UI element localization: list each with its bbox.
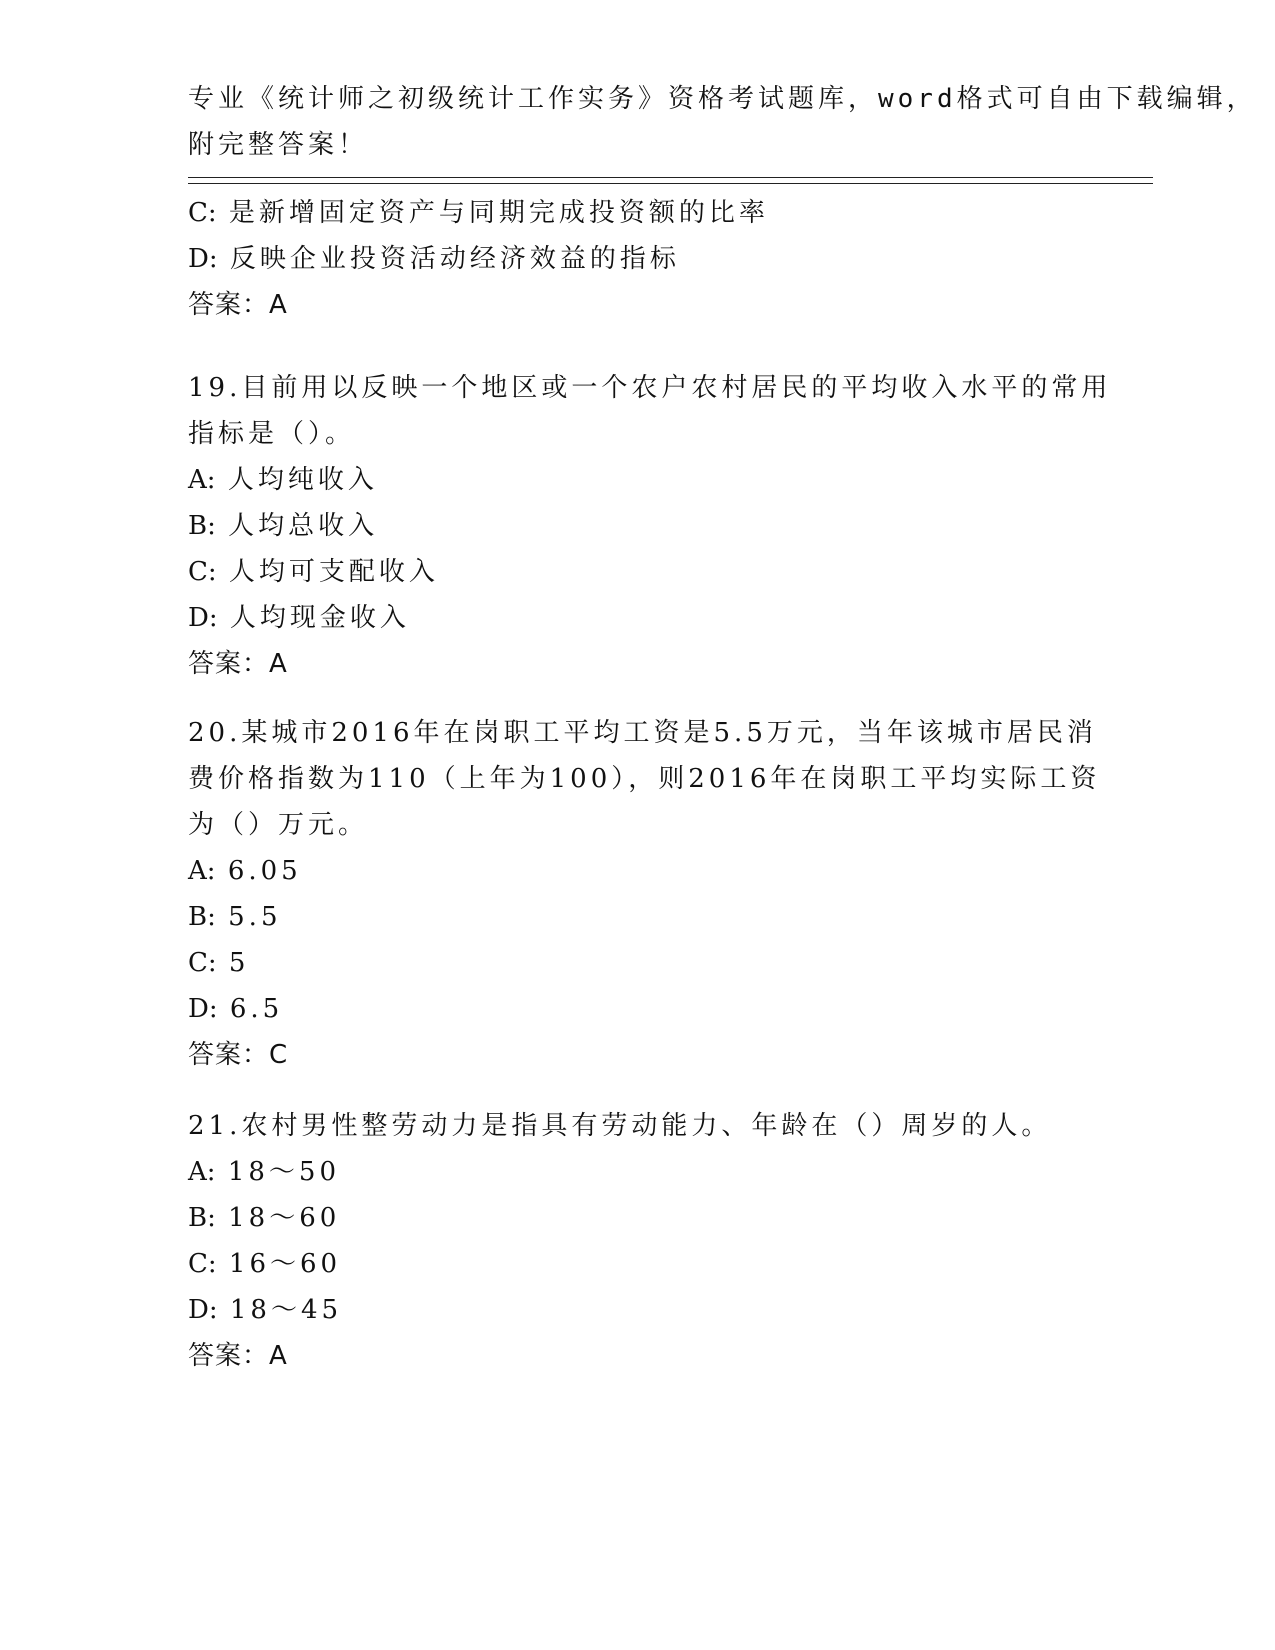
question-stem: 费价格指数为110（上年为100），则2016年在岗职工平均实际工资 — [188, 764, 1101, 794]
option-letter: A: — [188, 1157, 216, 1187]
option-letter: D: — [188, 244, 218, 274]
option-b — [188, 1195, 1088, 1241]
header-line-1: 专业《统计师之初级统计工作实务》资格考试题库，word格式可自由下载编辑， — [188, 84, 1257, 114]
option-text: 5.5 — [228, 902, 282, 932]
answer: 答案：C — [188, 1040, 289, 1070]
document-header — [188, 76, 1257, 168]
question-19 — [188, 365, 1112, 687]
option-d — [188, 1287, 1088, 1333]
answer: 答案：A — [188, 649, 288, 679]
option-letter: B: — [188, 1203, 216, 1233]
option-text: 人均现金收入 — [229, 603, 410, 633]
option-c — [188, 940, 1088, 986]
option-letter: D: — [188, 603, 218, 633]
option-text: 6.5 — [229, 994, 284, 1024]
option-text: 人均总收入 — [228, 511, 379, 541]
question-stem: 20.某城市2016年在岗职工平均工资是5.5万元，当年该城市居民消 — [188, 718, 1097, 748]
option-text: 5 — [228, 948, 250, 978]
option-d — [188, 986, 1088, 1032]
header-line-2: 附完整答案！ — [188, 130, 369, 160]
option-a — [188, 848, 1088, 894]
option-text: 反映企业投资活动经济效益的指标 — [229, 244, 680, 274]
option-text: 18～60 — [228, 1203, 341, 1233]
option-c — [188, 1241, 1088, 1287]
answer: 答案：A — [188, 1341, 288, 1371]
option-letter: B: — [188, 902, 216, 932]
option-d — [188, 595, 1088, 641]
option-letter: C: — [188, 557, 217, 587]
option-a — [188, 457, 1088, 503]
option-text: 18～45 — [229, 1295, 343, 1325]
option-text: 人均可支配收入 — [228, 557, 439, 587]
header-divider-top — [188, 177, 1153, 178]
option-letter: D: — [188, 1295, 218, 1325]
option-text: 人均纯收入 — [227, 465, 378, 495]
option-a — [188, 1149, 1088, 1195]
option-c — [188, 190, 1088, 236]
option-letter: B: — [188, 511, 216, 541]
option-text: 18～50 — [227, 1157, 340, 1187]
question-18-continuation — [188, 190, 1088, 328]
option-letter: D: — [188, 994, 218, 1024]
question-stem: 19.目前用以反映一个地区或一个农户农村居民的平均收入水平的常用 — [188, 373, 1112, 403]
option-text: 16～60 — [228, 1249, 342, 1279]
option-d — [188, 236, 1088, 282]
question-20 — [188, 710, 1101, 1078]
question-stem: 为（）万元。 — [188, 810, 369, 840]
option-letter: A: — [188, 465, 216, 495]
header-divider-bottom — [188, 183, 1153, 184]
option-text: 是新增固定资产与同期完成投资额的比率 — [228, 198, 769, 228]
option-c — [188, 549, 1088, 595]
question-stem: 21.农村男性整劳动力是指具有劳动能力、年龄在（）周岁的人。 — [188, 1111, 1052, 1141]
option-b — [188, 894, 1088, 940]
option-letter: A: — [188, 856, 216, 886]
answer: 答案：A — [188, 290, 288, 320]
question-stem: 指标是（）。 — [188, 419, 356, 449]
option-b — [188, 503, 1088, 549]
option-text: 6.05 — [227, 856, 302, 886]
option-letter: C: — [188, 198, 217, 228]
option-letter: C: — [188, 948, 217, 978]
question-21 — [188, 1103, 1088, 1379]
option-letter: C: — [188, 1249, 217, 1279]
